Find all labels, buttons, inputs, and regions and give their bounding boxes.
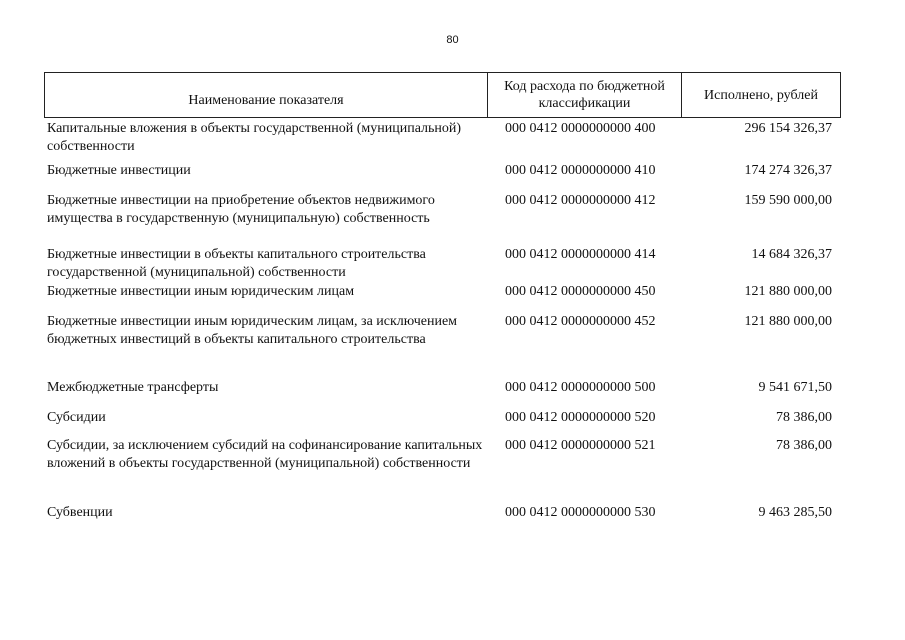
header-name: Наименование показателя	[45, 73, 488, 117]
row-amount: 9 463 285,50	[758, 505, 832, 520]
row-amount: 121 880 000,00	[744, 284, 832, 299]
row-amount: 174 274 326,37	[744, 163, 832, 178]
row-name: Межбюджетные трансферты	[47, 380, 219, 395]
row-code: 000 0412 0000000000 400	[505, 121, 656, 136]
row-amount: 78 386,00	[776, 410, 832, 425]
row-name: Субвенции	[47, 505, 113, 520]
table-header	[44, 72, 841, 118]
row-name: Бюджетные инвестиции иным юридическим лицам	[47, 284, 355, 299]
row-code: 000 0412 0000000000 530	[505, 505, 656, 520]
row-amount: 14 684 326,37	[751, 247, 832, 262]
row-amount: 78 386,00	[776, 438, 832, 453]
row-code: 000 0412 0000000000 414	[505, 247, 656, 262]
row-code: 000 0412 0000000000 520	[505, 410, 656, 425]
header-code: Код расхода по бюджетной классификации	[488, 73, 682, 117]
row-name: Бюджетные инвестиции	[47, 163, 191, 178]
row-code: 000 0412 0000000000 450	[505, 284, 656, 299]
row-name: Бюджетные инвестиции в объекты капитального строительства государственной (муниципальной) собственности	[47, 247, 426, 280]
row-name: Бюджетные инвестиции иным юридическим лицам, за исключением бюджетных инвестиций в объекты капитального строительства	[47, 314, 458, 347]
row-code: 000 0412 0000000000 500	[505, 380, 656, 395]
row-code: 000 0412 0000000000 521	[505, 438, 656, 453]
row-name: Бюджетные инвестиции на приобретение объектов недвижимого имущества в государственную (муниципальную) собственность	[47, 193, 435, 226]
row-name: Субсидии, за исключением субсидий на софинансирование капитальных вложений в объекты государственной (муниципальной) собственности	[47, 438, 483, 471]
row-amount: 9 541 671,50	[758, 380, 832, 395]
row-name: Капитальные вложения в объекты государственной (муниципальной) собственности	[47, 121, 462, 154]
row-amount: 159 590 000,00	[744, 193, 832, 208]
row-code: 000 0412 0000000000 412	[505, 193, 656, 208]
row-code: 000 0412 0000000000 452	[505, 314, 656, 329]
row-amount: 296 154 326,37	[744, 121, 832, 136]
row-name: Субсидии	[47, 410, 106, 425]
header-amount: Исполнено, рублей	[704, 87, 818, 103]
row-code: 000 0412 0000000000 410	[505, 163, 656, 178]
row-amount: 121 880 000,00	[744, 314, 832, 329]
page-number: 80	[446, 34, 459, 46]
